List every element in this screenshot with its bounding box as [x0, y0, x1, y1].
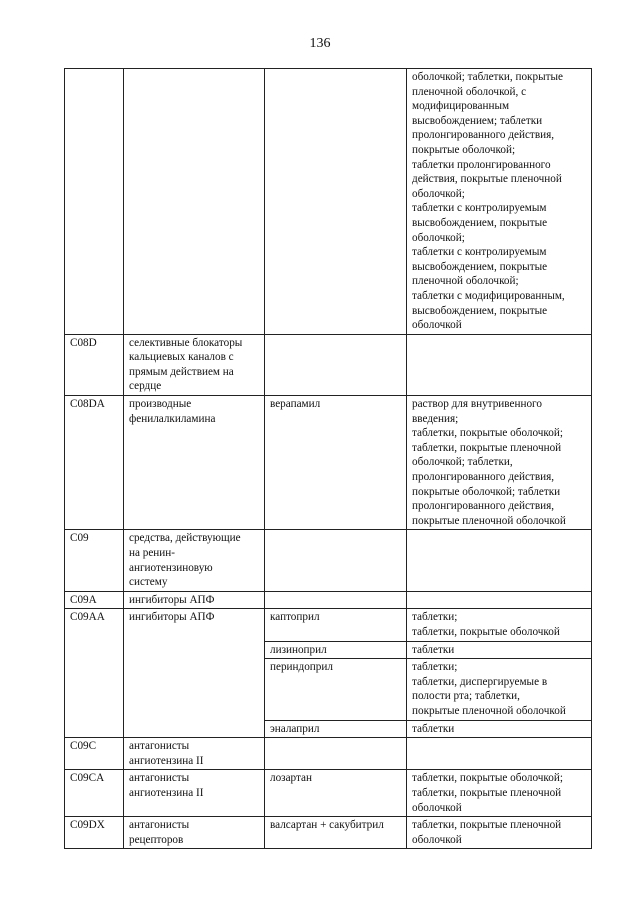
page-number: 136 — [309, 36, 331, 51]
table-row — [65, 738, 592, 770]
group-cell: ингибиторы АПФ — [124, 591, 265, 609]
group-cell: селективные блокаторы кальциевых каналов с прямым действием на сердце — [124, 334, 265, 395]
dosage-forms-cell: таблетки; таблетки, диспергируемые в полости рта; таблетки, покрытые пленочной оболочкой — [407, 659, 592, 720]
dosage-forms-cell: таблетки — [407, 720, 592, 738]
atc-code-cell: C09C — [65, 738, 124, 770]
dosage-forms-cell: таблетки; таблетки, покрытые оболочкой — [407, 609, 592, 641]
group-cell: антагонисты ангиотензина II — [124, 738, 265, 770]
dosage-forms-cell: оболочкой; таблетки, покрытые пленочной оболочкой, с модифицированным высвобождением; таблетки пролонгированного действия, покрытые оболочкой; таблетки пролонгированного действия, покрытые пленочной оболочкой; таблетки с контролируемым высвобождением, покрытые оболочкой; таблетки с контролируемым высвобождением, покрытые пленочной оболочкой; таблетки с модифицированным, высвобождением, покрытые оболочкой — [407, 69, 592, 335]
group-cell: антагонисты рецепторов — [124, 817, 265, 849]
inn-cell — [265, 69, 407, 335]
inn-cell: валсартан + сакубитрил — [265, 817, 407, 849]
dosage-forms-cell — [407, 738, 592, 770]
dosage-forms-cell — [407, 530, 592, 591]
table-row — [65, 591, 592, 609]
table-row — [65, 530, 592, 591]
group-cell: производные фенилалкиламина — [124, 396, 265, 530]
atc-code-cell: C09A — [65, 591, 124, 609]
drug-table — [64, 68, 592, 849]
inn-cell: лозартан — [265, 770, 407, 817]
atc-code-cell: C09CA — [65, 770, 124, 817]
group-cell: ингибиторы АПФ — [124, 609, 265, 738]
inn-cell: эналаприл — [265, 720, 407, 738]
inn-cell: верапамил — [265, 396, 407, 530]
inn-cell — [265, 530, 407, 591]
table-row — [65, 396, 592, 530]
table-row — [65, 770, 592, 817]
dosage-forms-cell: таблетки, покрытые пленочной оболочкой — [407, 817, 592, 849]
dosage-forms-cell: раствор для внутривенного введения; таблетки, покрытые оболочкой; таблетки, покрытые пленочной оболочкой; таблетки, пролонгированного действия, покрытые оболочкой; таблетки пролонгированного действия, покрытые пленочной оболочкой — [407, 396, 592, 530]
atc-code-cell: C08DA — [65, 396, 124, 530]
table-row — [65, 817, 592, 849]
table-row — [65, 69, 592, 335]
dosage-forms-cell — [407, 591, 592, 609]
atc-code-cell — [65, 69, 124, 335]
table-row — [65, 609, 592, 641]
group-cell — [124, 69, 265, 335]
inn-cell: периндоприл — [265, 659, 407, 720]
inn-cell — [265, 334, 407, 395]
atc-code-cell: C09DX — [65, 817, 124, 849]
inn-cell: лизиноприл — [265, 641, 407, 659]
atc-code-cell: C09 — [65, 530, 124, 591]
inn-cell — [265, 738, 407, 770]
table-row — [65, 334, 592, 395]
dosage-forms-cell: таблетки, покрытые оболочкой; таблетки, покрытые пленочной оболочкой — [407, 770, 592, 817]
inn-cell: каптоприл — [265, 609, 407, 641]
dosage-forms-cell: таблетки — [407, 641, 592, 659]
inn-cell — [265, 591, 407, 609]
dosage-forms-cell — [407, 334, 592, 395]
atc-code-cell: C09AA — [65, 609, 124, 738]
group-cell: средства, действующие на ренин- ангиотензиновую систему — [124, 530, 265, 591]
group-cell: антагонисты ангиотензина II — [124, 770, 265, 817]
atc-code-cell: C08D — [65, 334, 124, 395]
